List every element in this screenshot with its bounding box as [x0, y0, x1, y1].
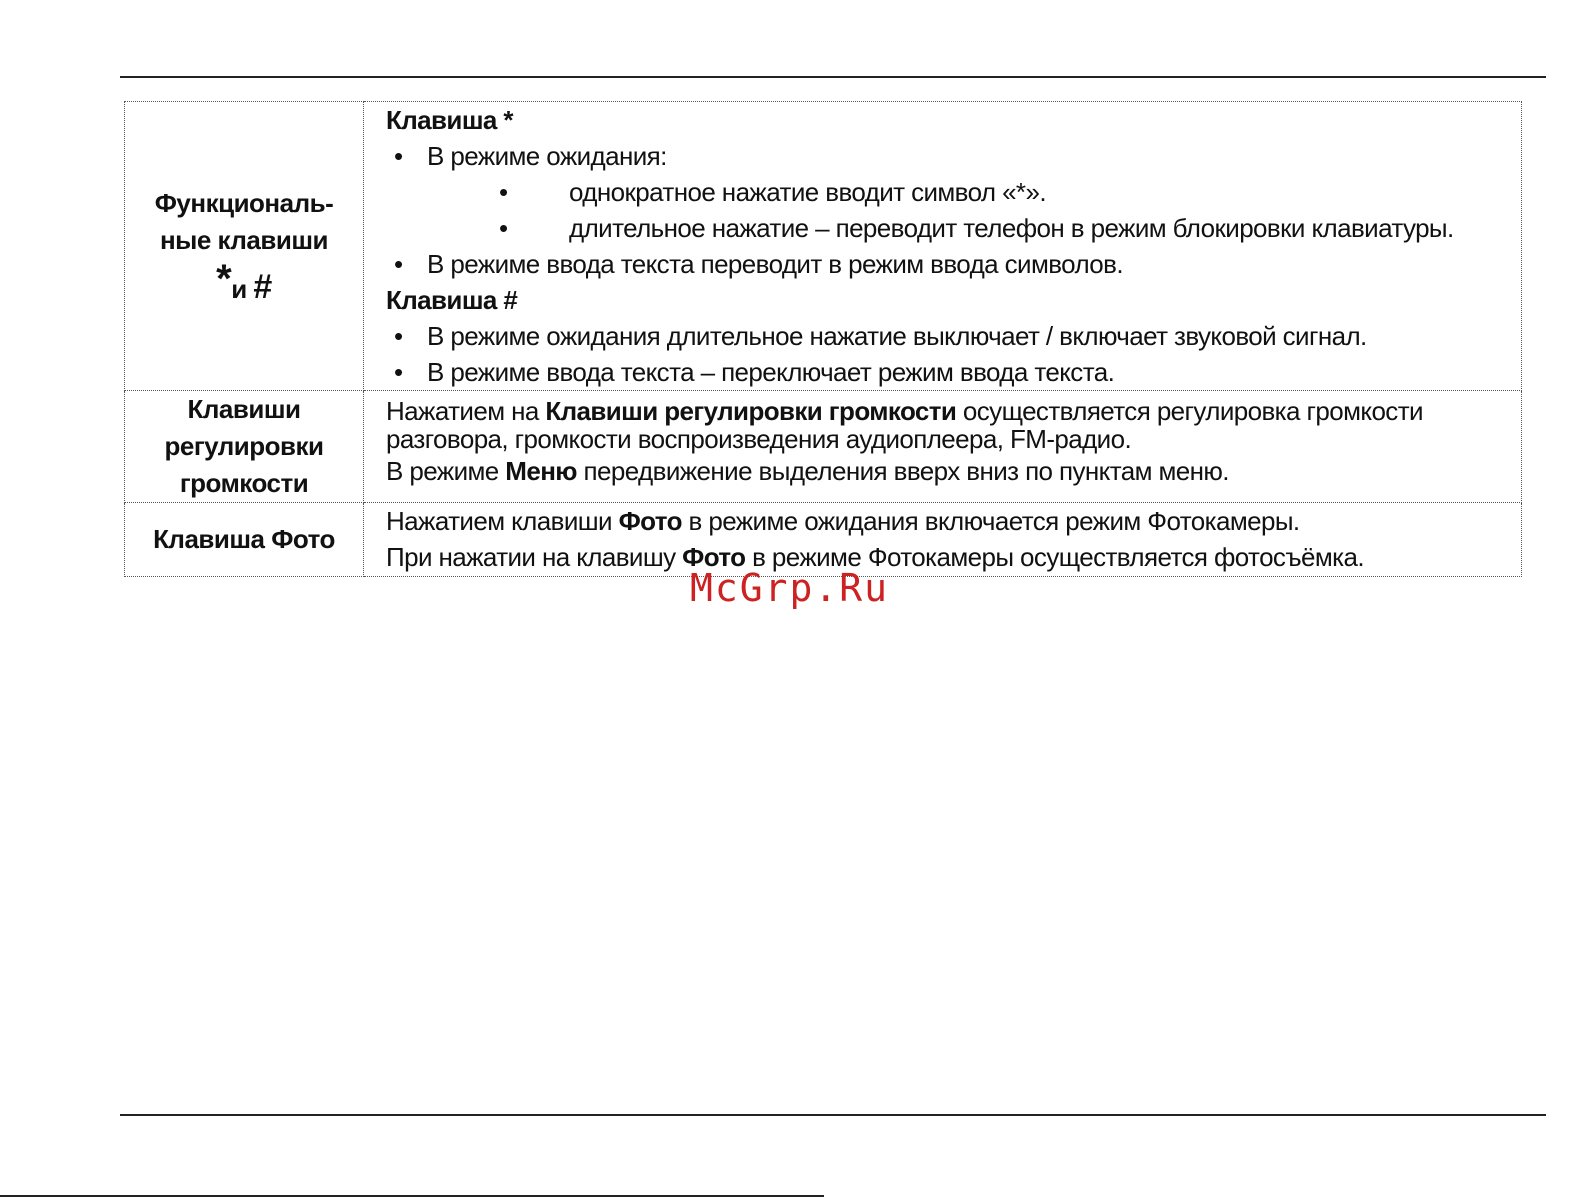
volume-keys-label	[164, 391, 323, 502]
key-description-table	[124, 101, 1522, 577]
photo-paragraph-2: При нажатии на клавишу Фото в режиме Фотокамеры осуществляется фотосъёмка.	[386, 542, 1364, 572]
bold-term: Клавиши регулировки громкости	[545, 396, 957, 426]
star-key-list	[386, 138, 1511, 282]
bold-term: Фото	[618, 506, 682, 536]
label-line: Клавиши	[187, 394, 301, 424]
photo-paragraph-1: Нажатием клавиши Фото в режиме ожидания включается режим Фотокамеры.	[386, 506, 1300, 536]
watermark: McGrp.Ru	[690, 566, 890, 610]
list-item: • В режиме ожидания длительное нажатие выключает / включает звуковой сигнал.	[386, 318, 1511, 354]
photo-key-label: Клавиша Фото	[153, 524, 335, 554]
label-line: громкости	[179, 468, 309, 498]
hash-key-list	[386, 318, 1511, 390]
hash-key-header: Клавиша #	[386, 285, 518, 315]
star-key-header: Клавиша *	[386, 105, 513, 135]
volume-keys-label-cell	[125, 391, 364, 503]
star-symbol: *	[216, 256, 232, 301]
table-row	[125, 391, 1522, 503]
label-line: регулировки	[164, 431, 324, 461]
list-item: • однократное нажатие вводит символ «*».	[427, 174, 1511, 210]
list-item-text: В режиме ожидания:	[427, 141, 667, 171]
volume-paragraph-2: В режиме Меню передвижение выделения вверх вниз по пунктам меню.	[386, 456, 1229, 486]
hash-symbol: #	[253, 267, 272, 306]
function-keys-description-cell	[364, 102, 1522, 391]
list-item: • длительное нажатие – переводит телефон в режим блокировки клавиатуры.	[427, 210, 1511, 246]
label-line: Функциональ-	[154, 187, 334, 218]
list-item	[386, 138, 1511, 246]
list-item: • В режиме ввода текста – переключает режим ввода текста.	[386, 354, 1511, 390]
function-keys-label	[155, 185, 334, 308]
bold-term: Меню	[505, 456, 577, 486]
bold-term: Фото	[682, 542, 746, 572]
key-symbols	[155, 256, 334, 308]
footer-rule	[120, 1114, 1546, 1116]
table-row	[125, 102, 1522, 391]
function-keys-label-cell	[125, 102, 364, 391]
and-text: и	[231, 273, 247, 304]
star-key-sublist	[427, 174, 1511, 246]
label-line: ные клавиши	[159, 224, 328, 255]
volume-paragraph-1: Нажатием на Клавиши регулировки громкости осуществляется регулировка громкости разговора, громкости воспроизведения аудиоплеера, FM-радио.	[386, 396, 1423, 454]
photo-key-description-cell	[364, 503, 1522, 577]
photo-key-label-cell	[125, 503, 364, 577]
volume-keys-description-cell	[364, 391, 1522, 503]
list-item: • В режиме ввода текста переводит в режим ввода символов.	[386, 246, 1511, 282]
header-rule	[120, 76, 1546, 78]
